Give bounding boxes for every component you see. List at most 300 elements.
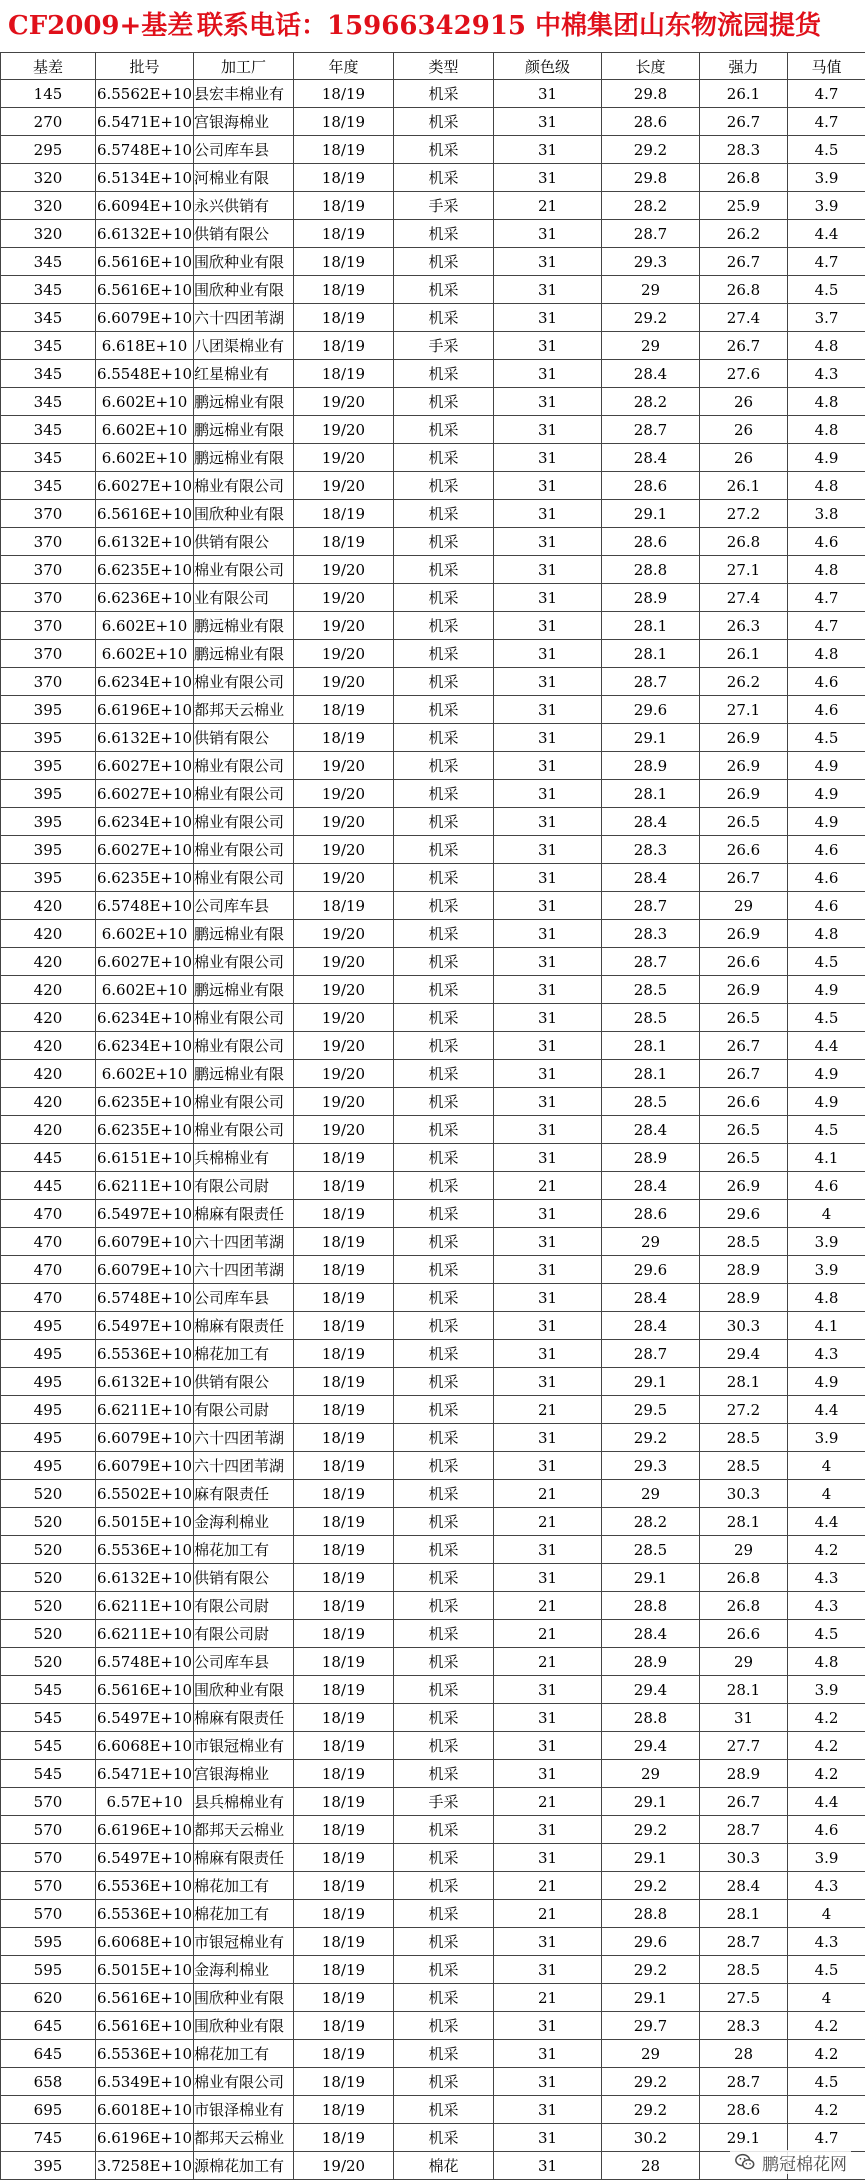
cell-batch: 6.6132E+10 — [96, 1368, 194, 1396]
cell-factory: 县宏丰棉业有 — [194, 80, 294, 108]
cell-micronaire: 4.5 — [788, 1116, 865, 1144]
table-row — [1, 892, 865, 920]
cell-micronaire: 4.7 — [788, 612, 865, 640]
cell-factory: 宫银海棉业 — [194, 1760, 294, 1788]
cell-micronaire: 4.6 — [788, 668, 865, 696]
cell-year: 18/19 — [294, 1424, 394, 1452]
cell-color-grade: 31 — [494, 80, 602, 108]
table-row — [1, 1396, 865, 1424]
cell-micronaire: 4 — [788, 1200, 865, 1228]
cell-factory: 围欣种业有限 — [194, 500, 294, 528]
cell-strength: 26.9 — [700, 1172, 788, 1200]
cell-strength: 29.6 — [700, 1200, 788, 1228]
cell-micronaire: 4.5 — [788, 2068, 865, 2096]
cell-batch: 6.6234E+10 — [96, 808, 194, 836]
cell-basis: 395 — [1, 724, 96, 752]
cell-year: 19/20 — [294, 780, 394, 808]
cell-basis: 445 — [1, 1172, 96, 1200]
cell-type: 机采 — [394, 2096, 494, 2124]
cell-basis: 395 — [1, 2152, 96, 2180]
cell-micronaire: 4.8 — [788, 640, 865, 668]
table-row — [1, 1844, 865, 1872]
cell-length: 28.8 — [602, 1900, 700, 1928]
cell-factory: 都邦天云棉业 — [194, 1816, 294, 1844]
cell-length: 28.6 — [602, 528, 700, 556]
col-header-strength: 强力 — [700, 53, 788, 80]
cell-micronaire: 4.3 — [788, 1564, 865, 1592]
cell-length: 28.2 — [602, 388, 700, 416]
cell-color-grade: 31 — [494, 304, 602, 332]
cell-strength: 28.3 — [700, 2012, 788, 2040]
cell-factory: 棉业有限公司 — [194, 1116, 294, 1144]
cell-basis: 370 — [1, 640, 96, 668]
cell-color-grade: 31 — [494, 1200, 602, 1228]
cell-length: 29.7 — [602, 2012, 700, 2040]
cell-batch: 6.6196E+10 — [96, 2124, 194, 2152]
cell-length: 28.8 — [602, 556, 700, 584]
watermark — [730, 2150, 851, 2174]
cell-strength: 28.1 — [700, 1900, 788, 1928]
cell-length: 29.1 — [602, 1368, 700, 1396]
cell-factory: 永兴供销有 — [194, 192, 294, 220]
cell-type: 机采 — [394, 1956, 494, 1984]
cell-year: 18/19 — [294, 1536, 394, 1564]
cell-color-grade: 31 — [494, 976, 602, 1004]
cell-color-grade: 31 — [494, 752, 602, 780]
cell-factory: 业有限公司 — [194, 584, 294, 612]
cell-micronaire: 4 — [788, 1984, 865, 2012]
cell-length: 28.4 — [602, 1312, 700, 1340]
cell-length: 29.4 — [602, 1732, 700, 1760]
cell-color-grade: 21 — [494, 1872, 602, 1900]
cell-batch: 6.6132E+10 — [96, 220, 194, 248]
cell-strength: 26.6 — [700, 1088, 788, 1116]
cell-basis: 420 — [1, 976, 96, 1004]
cell-length: 29.2 — [602, 304, 700, 332]
cell-factory: 棉业有限公司 — [194, 864, 294, 892]
cell-length: 28.4 — [602, 444, 700, 472]
cell-factory: 鹏远棉业有限 — [194, 920, 294, 948]
cell-basis: 570 — [1, 1788, 96, 1816]
cell-strength: 28.1 — [700, 1508, 788, 1536]
cell-color-grade: 31 — [494, 416, 602, 444]
cell-length: 28.4 — [602, 1620, 700, 1648]
cell-factory: 六十四团苇湖 — [194, 304, 294, 332]
cell-color-grade: 31 — [494, 136, 602, 164]
cell-batch: 6.602E+10 — [96, 640, 194, 668]
cell-color-grade: 31 — [494, 360, 602, 388]
cell-year: 18/19 — [294, 164, 394, 192]
cell-factory: 棉花加工有 — [194, 1872, 294, 1900]
cell-color-grade: 21 — [494, 1592, 602, 1620]
cell-batch: 6.6235E+10 — [96, 1116, 194, 1144]
table-row — [1, 808, 865, 836]
cell-length: 29.1 — [602, 1564, 700, 1592]
cell-color-grade: 31 — [494, 1564, 602, 1592]
cell-year: 18/19 — [294, 1956, 394, 1984]
cell-factory: 围欣种业有限 — [194, 1676, 294, 1704]
cell-micronaire: 4.5 — [788, 1004, 865, 1032]
cell-year: 18/19 — [294, 2012, 394, 2040]
table-row — [1, 724, 865, 752]
cell-year: 18/19 — [294, 1480, 394, 1508]
cell-basis: 420 — [1, 1088, 96, 1116]
cell-type: 机采 — [394, 1900, 494, 1928]
cell-color-grade: 31 — [494, 1116, 602, 1144]
cell-color-grade: 31 — [494, 1956, 602, 1984]
cell-basis: 395 — [1, 864, 96, 892]
cell-factory: 公司库车县 — [194, 892, 294, 920]
cell-factory: 六十四团苇湖 — [194, 1452, 294, 1480]
cell-length: 28.2 — [602, 1508, 700, 1536]
cell-batch: 6.6027E+10 — [96, 752, 194, 780]
cell-color-grade: 31 — [494, 500, 602, 528]
cell-color-grade: 31 — [494, 1704, 602, 1732]
cell-strength: 28.7 — [700, 1816, 788, 1844]
cell-length: 28.4 — [602, 1172, 700, 1200]
cell-factory: 八团渠棉业有 — [194, 332, 294, 360]
cell-micronaire: 4.5 — [788, 276, 865, 304]
cell-length: 28.8 — [602, 1592, 700, 1620]
table-row — [1, 836, 865, 864]
table-body — [1, 80, 865, 2180]
cell-micronaire: 4.2 — [788, 1704, 865, 1732]
table-row — [1, 864, 865, 892]
table-row — [1, 1228, 865, 1256]
cell-type: 机采 — [394, 1704, 494, 1732]
table-row — [1, 2068, 865, 2096]
cell-length: 29.3 — [602, 1452, 700, 1480]
cell-year: 19/20 — [294, 920, 394, 948]
cell-batch: 6.6211E+10 — [96, 1592, 194, 1620]
cell-micronaire: 4.9 — [788, 752, 865, 780]
cell-strength: 26.9 — [700, 976, 788, 1004]
table-row — [1, 584, 865, 612]
cell-color-grade: 21 — [494, 1620, 602, 1648]
cell-factory: 公司库车县 — [194, 136, 294, 164]
cell-length: 29.2 — [602, 2096, 700, 2124]
cell-length: 29 — [602, 2040, 700, 2068]
cell-micronaire: 4.8 — [788, 556, 865, 584]
cell-color-grade: 31 — [494, 2096, 602, 2124]
cell-color-grade: 21 — [494, 1900, 602, 1928]
cell-basis: 470 — [1, 1256, 96, 1284]
cell-type: 机采 — [394, 668, 494, 696]
cell-type: 机采 — [394, 444, 494, 472]
cell-batch: 6.602E+10 — [96, 1060, 194, 1088]
cell-strength: 27.1 — [700, 696, 788, 724]
cell-color-grade: 31 — [494, 808, 602, 836]
cell-length: 28.3 — [602, 920, 700, 948]
cell-micronaire: 4.6 — [788, 528, 865, 556]
cell-basis: 420 — [1, 948, 96, 976]
cell-type: 机采 — [394, 584, 494, 612]
cell-factory: 棉业有限公司 — [194, 836, 294, 864]
cell-factory: 公司库车县 — [194, 1648, 294, 1676]
cell-type: 机采 — [394, 1676, 494, 1704]
table-row — [1, 612, 865, 640]
cell-basis: 470 — [1, 1284, 96, 1312]
cell-length: 28.6 — [602, 108, 700, 136]
cell-micronaire: 4 — [788, 1452, 865, 1480]
cell-year: 19/20 — [294, 752, 394, 780]
cell-length: 29.2 — [602, 2068, 700, 2096]
cell-factory: 围欣种业有限 — [194, 248, 294, 276]
table-row — [1, 640, 865, 668]
table-row — [1, 1200, 865, 1228]
table-header-row — [1, 53, 865, 80]
cell-basis: 345 — [1, 416, 96, 444]
cell-year: 18/19 — [294, 1676, 394, 1704]
table-row — [1, 388, 865, 416]
cell-color-grade: 31 — [494, 1424, 602, 1452]
table-row — [1, 1620, 865, 1648]
cell-year: 18/19 — [294, 248, 394, 276]
cell-strength: 28.9 — [700, 1284, 788, 1312]
cell-factory: 金海利棉业 — [194, 1508, 294, 1536]
cell-factory: 源棉花加工有 — [194, 2152, 294, 2180]
cell-type: 机采 — [394, 1928, 494, 1956]
cell-strength: 28.5 — [700, 1228, 788, 1256]
cell-year: 19/20 — [294, 584, 394, 612]
cell-year: 19/20 — [294, 1088, 394, 1116]
cell-basis: 620 — [1, 1984, 96, 2012]
cell-micronaire: 4.6 — [788, 892, 865, 920]
cell-color-grade: 31 — [494, 1312, 602, 1340]
cell-micronaire: 4.6 — [788, 864, 865, 892]
cell-strength: 27.6 — [700, 360, 788, 388]
cell-color-grade: 31 — [494, 668, 602, 696]
cell-strength: 28.9 — [700, 1760, 788, 1788]
cell-type: 机采 — [394, 2012, 494, 2040]
cell-batch: 6.6079E+10 — [96, 1228, 194, 1256]
cell-type: 机采 — [394, 1536, 494, 1564]
cell-strength: 26.8 — [700, 164, 788, 192]
cell-batch: 6.5616E+10 — [96, 1676, 194, 1704]
cell-basis: 520 — [1, 1536, 96, 1564]
cell-color-grade: 31 — [494, 584, 602, 612]
cell-year: 19/20 — [294, 612, 394, 640]
cell-length: 28.1 — [602, 780, 700, 808]
cell-color-grade: 31 — [494, 1284, 602, 1312]
cell-batch: 6.6068E+10 — [96, 1732, 194, 1760]
cell-color-grade: 21 — [494, 1508, 602, 1536]
table-row — [1, 2012, 865, 2040]
cell-color-grade: 31 — [494, 1004, 602, 1032]
cell-micronaire: 3.9 — [788, 1424, 865, 1452]
cell-type: 机采 — [394, 976, 494, 1004]
cell-micronaire: 4.3 — [788, 1872, 865, 1900]
cell-factory: 麻有限责任 — [194, 1480, 294, 1508]
cell-micronaire: 4.9 — [788, 1368, 865, 1396]
cell-micronaire: 4.5 — [788, 1956, 865, 1984]
cell-micronaire: 4.7 — [788, 584, 865, 612]
cell-length: 28.4 — [602, 1284, 700, 1312]
table-row — [1, 1312, 865, 1340]
cell-year: 18/19 — [294, 1760, 394, 1788]
cell-batch: 6.6079E+10 — [96, 1256, 194, 1284]
cell-basis: 545 — [1, 1732, 96, 1760]
cell-micronaire: 3.9 — [788, 1228, 865, 1256]
cell-year: 19/20 — [294, 1060, 394, 1088]
cell-type: 机采 — [394, 1452, 494, 1480]
cell-batch: 6.6027E+10 — [96, 472, 194, 500]
cell-basis: 570 — [1, 1844, 96, 1872]
cell-type: 机采 — [394, 360, 494, 388]
cell-batch: 6.6094E+10 — [96, 192, 194, 220]
cell-type: 机采 — [394, 1872, 494, 1900]
cell-strength: 26.9 — [700, 780, 788, 808]
cell-strength: 26.5 — [700, 1004, 788, 1032]
cell-batch: 6.5536E+10 — [96, 1340, 194, 1368]
cell-basis: 470 — [1, 1200, 96, 1228]
cell-length: 29.1 — [602, 1844, 700, 1872]
col-header-length: 长度 — [602, 53, 700, 80]
cell-basis: 595 — [1, 1956, 96, 1984]
cell-type: 机采 — [394, 1340, 494, 1368]
cell-basis: 495 — [1, 1312, 96, 1340]
cell-basis: 370 — [1, 612, 96, 640]
table-row — [1, 1256, 865, 1284]
cell-type: 机采 — [394, 1564, 494, 1592]
cell-type: 机采 — [394, 1508, 494, 1536]
cell-micronaire: 4.3 — [788, 1592, 865, 1620]
cell-length: 29 — [602, 1228, 700, 1256]
table-row — [1, 1424, 865, 1452]
cell-batch: 6.6027E+10 — [96, 836, 194, 864]
cell-batch: 6.6018E+10 — [96, 2096, 194, 2124]
cell-batch: 6.602E+10 — [96, 976, 194, 1004]
cell-basis: 470 — [1, 1228, 96, 1256]
cell-basis: 520 — [1, 1648, 96, 1676]
cell-color-grade: 31 — [494, 472, 602, 500]
cell-basis: 520 — [1, 1480, 96, 1508]
cell-type: 机采 — [394, 1844, 494, 1872]
cell-type: 机采 — [394, 1396, 494, 1424]
cell-type: 机采 — [394, 80, 494, 108]
table-row — [1, 1088, 865, 1116]
cell-length: 28.6 — [602, 472, 700, 500]
cell-basis: 570 — [1, 1872, 96, 1900]
cell-year: 19/20 — [294, 472, 394, 500]
cell-basis: 695 — [1, 2096, 96, 2124]
cell-color-grade: 31 — [494, 780, 602, 808]
cell-batch: 6.6196E+10 — [96, 1816, 194, 1844]
table-row — [1, 1928, 865, 1956]
cell-year: 19/20 — [294, 556, 394, 584]
cell-factory: 鹏远棉业有限 — [194, 640, 294, 668]
cell-color-grade: 31 — [494, 528, 602, 556]
cell-color-grade: 31 — [494, 164, 602, 192]
cell-length: 28.7 — [602, 892, 700, 920]
cell-year: 18/19 — [294, 1592, 394, 1620]
table-row — [1, 1116, 865, 1144]
cell-batch: 6.6079E+10 — [96, 304, 194, 332]
cell-year: 18/19 — [294, 192, 394, 220]
cell-micronaire: 4.7 — [788, 108, 865, 136]
cell-strength: 26.5 — [700, 1144, 788, 1172]
cell-length: 28.9 — [602, 752, 700, 780]
cell-color-grade: 31 — [494, 276, 602, 304]
cell-micronaire: 3.9 — [788, 1256, 865, 1284]
cell-color-grade: 31 — [494, 1928, 602, 1956]
cell-length: 29.1 — [602, 1788, 700, 1816]
cell-micronaire: 4.7 — [788, 2124, 865, 2152]
cell-micronaire: 3.9 — [788, 192, 865, 220]
cell-factory: 棉业有限公司 — [194, 1004, 294, 1032]
cell-type: 机采 — [394, 1284, 494, 1312]
cell-strength: 29 — [700, 892, 788, 920]
cell-factory: 供销有限公 — [194, 724, 294, 752]
cell-micronaire: 4.2 — [788, 1732, 865, 1760]
cell-type: 机采 — [394, 276, 494, 304]
cell-color-grade: 31 — [494, 1368, 602, 1396]
col-header-color-grade: 颜色级 — [494, 53, 602, 80]
cell-strength: 31 — [700, 1704, 788, 1732]
cell-factory: 棉花加工有 — [194, 1536, 294, 1564]
cell-batch: 6.5748E+10 — [96, 136, 194, 164]
table-row — [1, 472, 865, 500]
cell-factory: 六十四团苇湖 — [194, 1424, 294, 1452]
cell-basis: 645 — [1, 2012, 96, 2040]
page-title — [0, 0, 865, 52]
cell-batch: 6.6235E+10 — [96, 864, 194, 892]
cell-micronaire: 3.9 — [788, 164, 865, 192]
table-row — [1, 1984, 865, 2012]
cell-year: 18/19 — [294, 220, 394, 248]
cell-factory: 棉业有限公司 — [194, 1088, 294, 1116]
cell-color-grade: 31 — [494, 1032, 602, 1060]
cell-factory: 有限公司尉 — [194, 1592, 294, 1620]
cell-basis: 495 — [1, 1340, 96, 1368]
cell-year: 19/20 — [294, 976, 394, 1004]
cell-color-grade: 31 — [494, 332, 602, 360]
cell-type: 机采 — [394, 612, 494, 640]
cell-year: 18/19 — [294, 360, 394, 388]
cell-basis: 295 — [1, 136, 96, 164]
cell-type: 机采 — [394, 500, 494, 528]
cell-strength: 26.8 — [700, 1592, 788, 1620]
cell-strength: 26.8 — [700, 528, 788, 556]
cell-year: 18/19 — [294, 1144, 394, 1172]
cell-strength: 27.7 — [700, 1732, 788, 1760]
cell-basis: 495 — [1, 1396, 96, 1424]
cell-batch: 6.6234E+10 — [96, 1032, 194, 1060]
cell-color-grade: 31 — [494, 444, 602, 472]
cell-year: 19/20 — [294, 2152, 394, 2180]
cell-length: 28.9 — [602, 1648, 700, 1676]
cell-type: 机采 — [394, 948, 494, 976]
cell-type: 机采 — [394, 528, 494, 556]
cell-color-grade: 31 — [494, 836, 602, 864]
cell-basis: 570 — [1, 1816, 96, 1844]
table-row — [1, 1144, 865, 1172]
cell-basis: 145 — [1, 80, 96, 108]
cell-color-grade: 31 — [494, 724, 602, 752]
cell-type: 机采 — [394, 1760, 494, 1788]
cell-type: 机采 — [394, 388, 494, 416]
cell-strength: 26.1 — [700, 472, 788, 500]
cell-factory: 有限公司尉 — [194, 1620, 294, 1648]
cell-type: 机采 — [394, 752, 494, 780]
cell-color-grade: 31 — [494, 1144, 602, 1172]
cell-micronaire: 4.8 — [788, 332, 865, 360]
cell-factory: 棉麻有限责任 — [194, 1844, 294, 1872]
table-row — [1, 1564, 865, 1592]
cell-length: 28.3 — [602, 836, 700, 864]
cell-strength: 26.1 — [700, 80, 788, 108]
cell-factory: 都邦天云棉业 — [194, 2124, 294, 2152]
